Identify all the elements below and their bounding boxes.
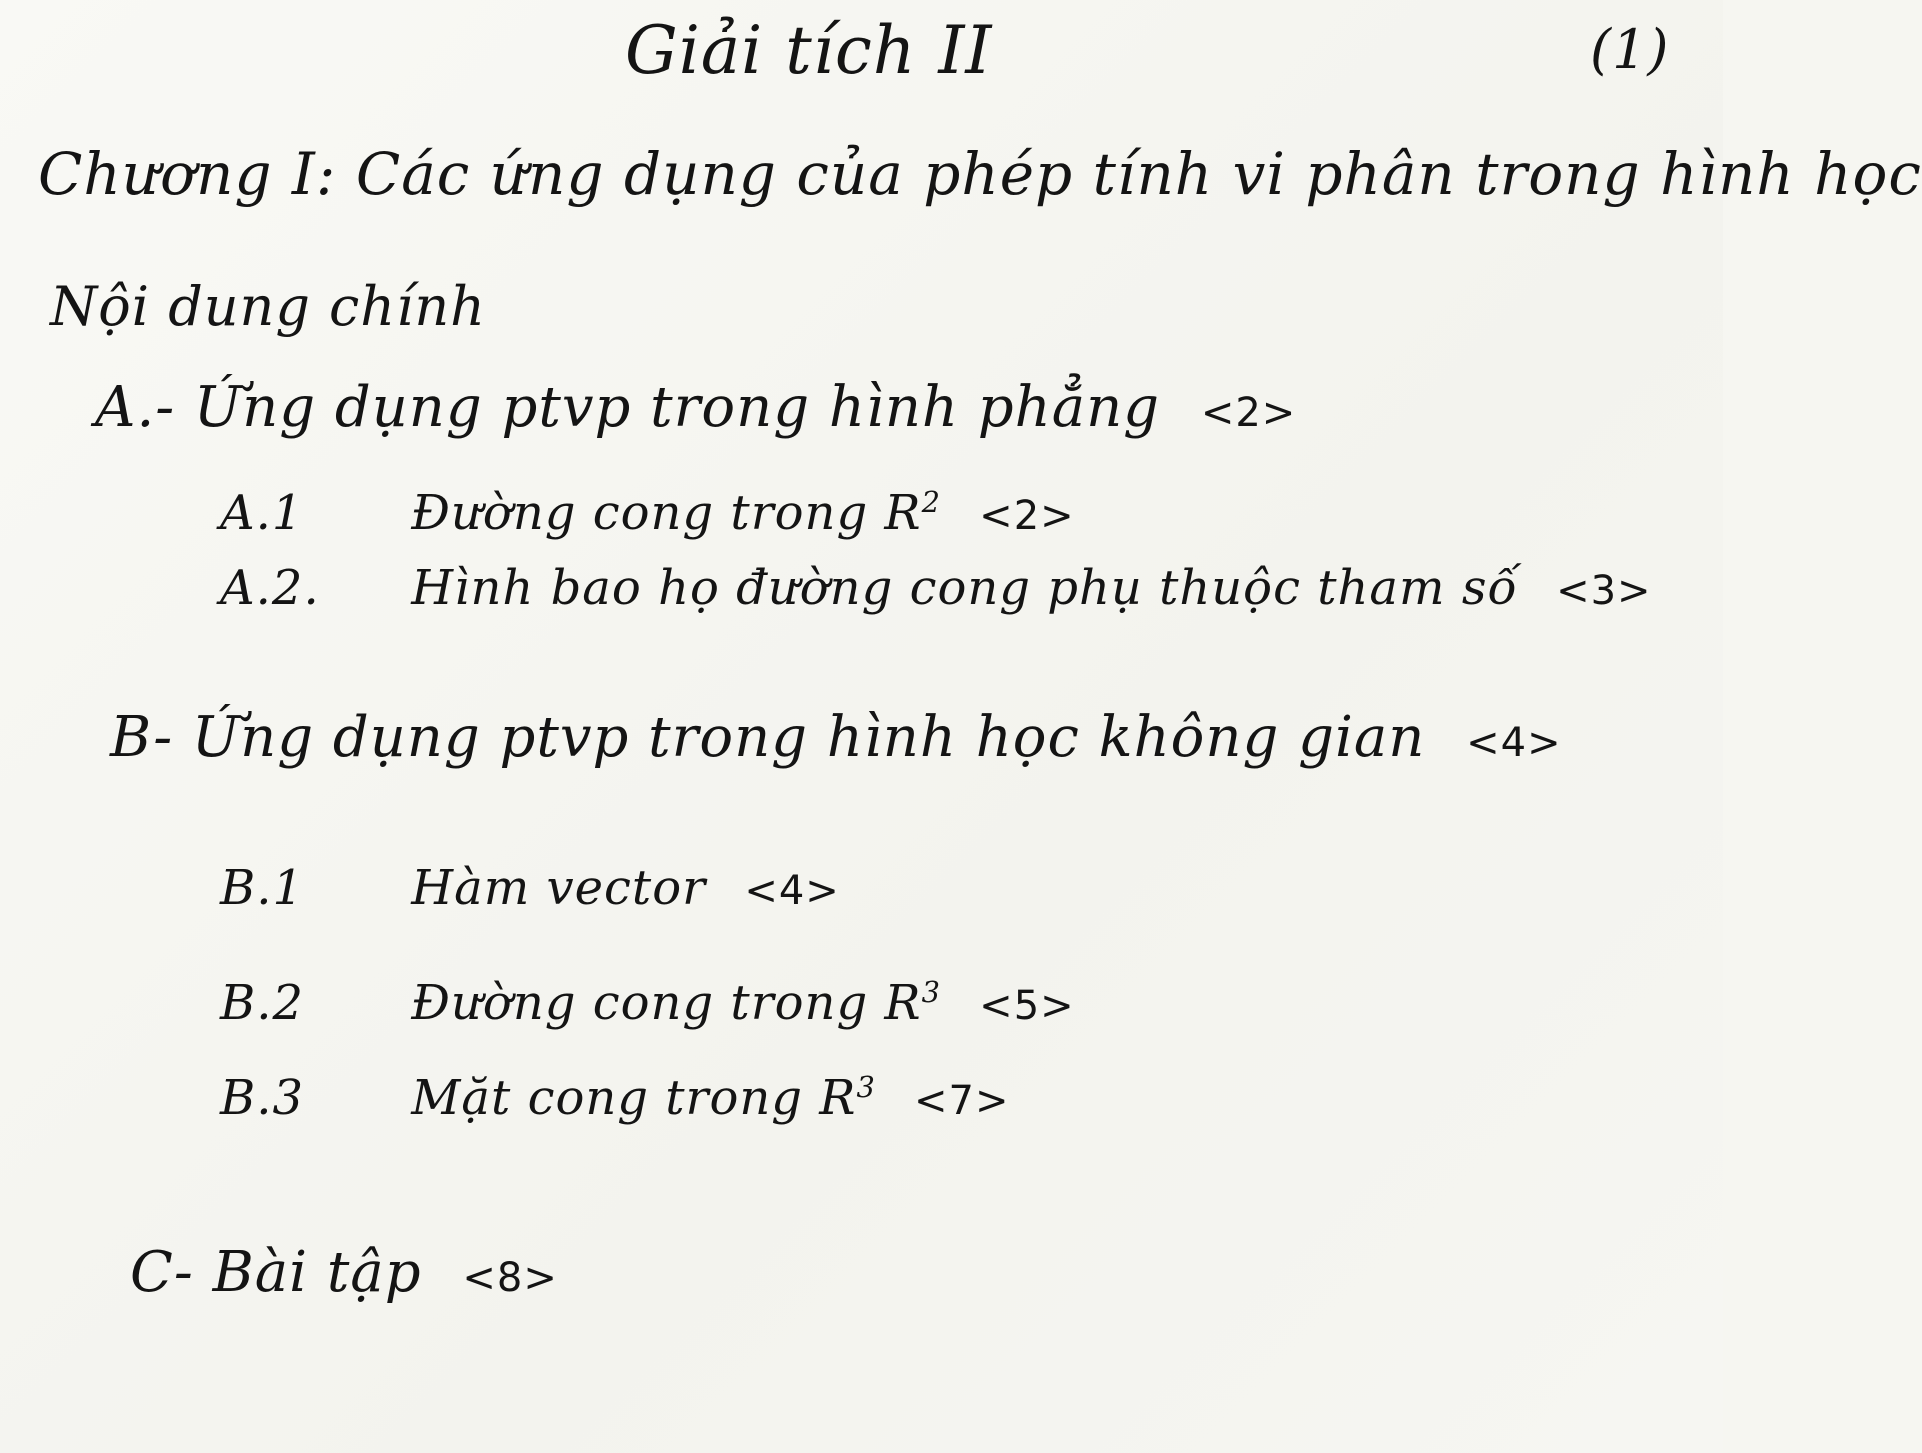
page-reference: <2> <box>979 493 1075 539</box>
exponent: 3 <box>921 975 941 1009</box>
subsection-code: B.2 <box>220 975 305 1031</box>
page-reference: <5> <box>979 983 1075 1029</box>
page-title: Giải tích II <box>625 12 993 89</box>
subsection-b2 <box>220 975 1075 1031</box>
exponent: 3 <box>856 1070 876 1104</box>
subsection-text: Đường cong trong R <box>411 975 922 1031</box>
exponent: 2 <box>921 485 941 519</box>
section-text: Bài tập <box>212 1240 422 1305</box>
subsection-code: B.1 <box>220 860 305 916</box>
page-reference: <2> <box>1200 390 1297 436</box>
subsection-code: A.1 <box>220 485 304 541</box>
subsection-a2 <box>220 560 1652 616</box>
subsection-code: A.2. <box>220 560 320 616</box>
page-reference: <4> <box>1466 720 1562 766</box>
page-number: (1) <box>1590 18 1670 81</box>
subsection-text: Hình bao họ đường cong phụ thuộc tham số <box>411 560 1518 616</box>
page-reference: <4> <box>744 868 840 914</box>
page-reference: <8> <box>462 1255 558 1301</box>
section-c <box>130 1240 558 1305</box>
page-reference: <3> <box>1556 568 1652 614</box>
subsection-a1 <box>220 485 1075 541</box>
subsection-text: Đường cong trong R <box>411 485 922 541</box>
section-b <box>110 705 1562 770</box>
subsection-code: B.3 <box>220 1070 305 1126</box>
section-text: Ứng dụng ptvp trong hình phẳng <box>193 375 1160 440</box>
subsection-text: Hàm vector <box>411 860 707 916</box>
overview-label: Nội dung chính <box>50 275 486 338</box>
section-code: B- <box>110 705 174 770</box>
subsection-b1 <box>220 860 840 916</box>
section-text: Ứng dụng ptvp trong hình học không gian <box>191 705 1426 770</box>
section-code: C- <box>130 1240 194 1305</box>
chapter-heading: Chương I: Các ứng dụng của phép tính vi phân trong hình học <box>38 140 1922 208</box>
page-reference: <7> <box>914 1078 1010 1124</box>
section-a <box>95 375 1296 440</box>
subsection-b3 <box>220 1070 1010 1126</box>
subsection-text: Mặt cong trong R <box>411 1070 857 1126</box>
section-code: A.- <box>95 375 176 440</box>
